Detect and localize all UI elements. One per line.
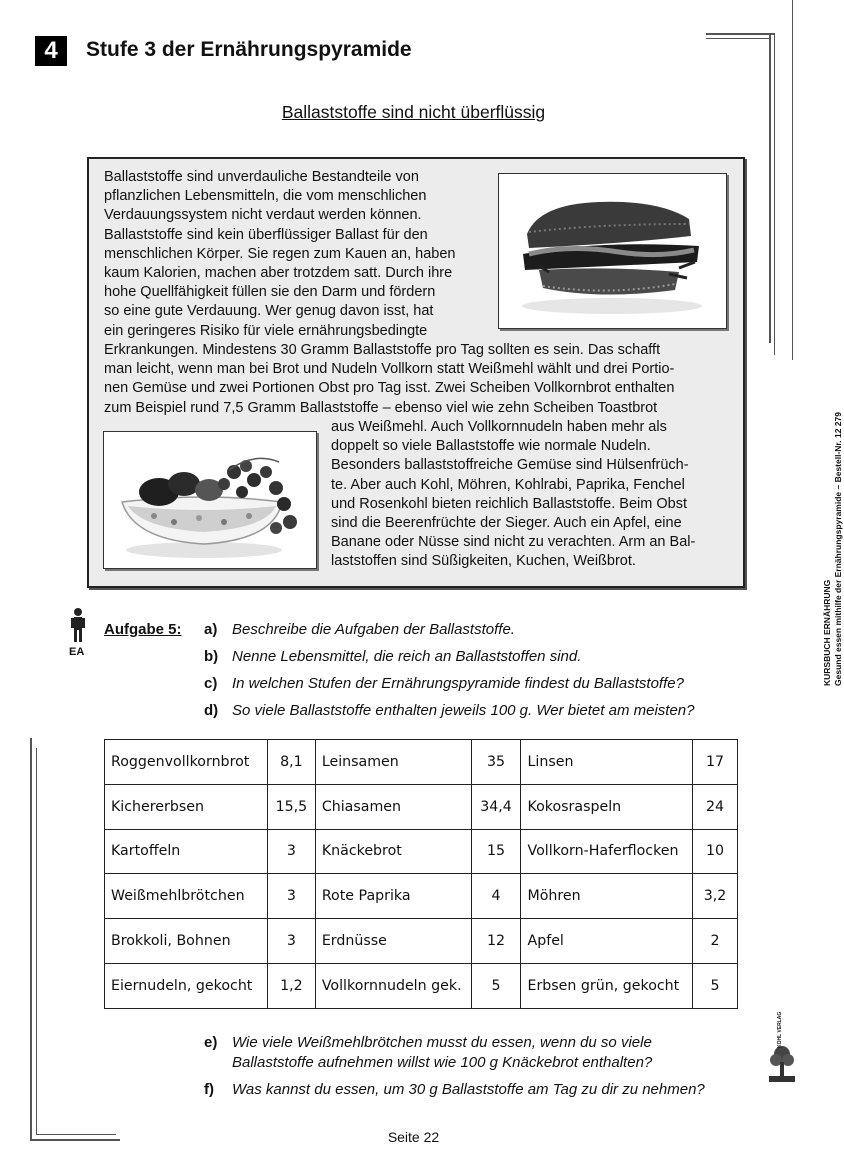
value-cell: 2: [693, 919, 738, 964]
muesli-illustration: [104, 432, 316, 568]
value-cell: 12: [471, 919, 521, 964]
food-cell: Linsen: [521, 740, 693, 785]
task-text: In welchen Stufen der Ernährungspyramide findest du Ballaststoffe?: [232, 675, 684, 692]
food-cell: Kokosraspeln: [521, 784, 693, 829]
food-cell: Chiasamen: [315, 784, 471, 829]
publisher-name: KOHL VERLAG: [777, 1011, 783, 1048]
frame-line-left-vertical: [30, 738, 32, 1140]
frame-line-top-right: [706, 33, 774, 35]
student-icon: [69, 607, 87, 650]
task-text: Was kannst du essen, um 30 g Ballaststoffe am Tag zu dir zu nehmen?: [232, 1081, 705, 1098]
tree-logo-icon: [767, 1042, 797, 1094]
table-row: [105, 919, 738, 964]
value-cell: 15,5: [267, 784, 315, 829]
task-letter: b): [204, 648, 219, 665]
food-cell: Weißmehlbrötchen: [105, 874, 268, 919]
section-title: Ballaststoffe sind nicht überflüssig: [281, 102, 546, 122]
text-line: ein geringeres Risiko für viele ernährungsbedingte: [104, 322, 428, 339]
text-line: zum Beispiel rund 7,5 Gramm Ballaststoffe – ebenso viel wie zehn Scheiben Toastbrot: [104, 399, 658, 416]
side-subtitle: Gesund essen mithilfe der Ernährungspyramide – Bestell-Nr. 12 279: [833, 412, 843, 686]
value-cell: 34,4: [471, 784, 521, 829]
food-cell: Roggenvollkornbrot: [105, 740, 268, 785]
text-line: man leicht, wenn man bei Brot und Nudeln Vollkorn statt Weißmehl wählt und drei Portio-: [104, 361, 675, 378]
info-paragraph-middle: [104, 341, 729, 418]
muesli-berries-photo: [103, 431, 317, 569]
task-text: Ballaststoffe aufnehmen willst wie 100 g Knäckebrot enthalten?: [232, 1054, 653, 1071]
task-letter: a): [204, 621, 218, 638]
text-line: Ballaststoffe sind unverdauliche Bestandteile von: [104, 169, 419, 185]
text-line: doppelt so viele Ballaststoffe wie normale Nudeln.: [331, 438, 651, 455]
text-line: Verdauungssystem nicht verdaut werden können.: [104, 207, 422, 224]
text-line: Ballaststoffe sind kein überflüssiger Ballast für den: [104, 226, 428, 243]
food-cell: Knäckebrot: [315, 829, 471, 874]
frame-line-right-vertical-2: [774, 33, 775, 355]
value-cell: 3,2: [693, 874, 738, 919]
chapter-number: 4: [35, 36, 67, 66]
value-cell: 4: [471, 874, 521, 919]
task-text: So viele Ballaststoffe enthalten jeweils 100 g. Wer bietet am meisten?: [232, 702, 695, 719]
text-line: pflanzlichen Lebensmitteln, die vom menschlichen: [104, 188, 427, 205]
food-cell: Erdnüsse: [315, 919, 471, 964]
task-label: Aufgabe 5:: [104, 621, 182, 638]
table-row: [105, 829, 738, 874]
food-cell: Leinsamen: [315, 740, 471, 785]
task-letter: d): [204, 702, 219, 719]
info-paragraph-top: [104, 168, 483, 341]
food-cell: Kichererbsen: [105, 784, 268, 829]
text-line: Banane oder Nüsse sind nicht zu verachten. Arm an Bal-: [331, 534, 696, 551]
task-text: Beschreibe die Aufgaben der Ballaststoffe.: [232, 621, 515, 638]
text-line: und Rosenkohl bieten reichlich Ballaststoffe. Beim Obst: [331, 495, 687, 512]
text-line: hohe Quellfähigkeit füllen sie den Darm und fördern: [104, 284, 436, 301]
text-line: sind die Beerenfrüchte der Sieger. Auch ein Apfel, eine: [331, 515, 682, 532]
value-cell: 3: [267, 919, 315, 964]
text-line: te. Aber auch Kohl, Möhren, Kohlrabi, Paprika, Fenchel: [331, 476, 685, 493]
food-cell: Erbsen grün, gekocht: [521, 963, 693, 1008]
task-letter: e): [204, 1034, 218, 1051]
value-cell: 17: [693, 740, 738, 785]
food-cell: Brokkoli, Bohnen: [105, 919, 268, 964]
side-publication-info: [822, 412, 844, 686]
text-line: so eine gute Verdauung. Wer genug davon isst, hat: [104, 303, 434, 320]
value-cell: 5: [471, 963, 521, 1008]
task-letter: f): [204, 1081, 214, 1098]
chapter-title: Stufe 3 der Ernährungspyramide: [86, 38, 412, 61]
frame-line-right-vertical: [769, 33, 771, 343]
sandwich-photo: [498, 173, 727, 329]
page-number: Seite 22: [387, 1129, 440, 1145]
value-cell: 24: [693, 784, 738, 829]
food-cell: Rote Paprika: [315, 874, 471, 919]
text-line: nen Gemüse und zwei Portionen Obst pro Tag isst. Zwei Scheiben Vollkornbrot enthalten: [104, 380, 675, 397]
value-cell: 3: [267, 874, 315, 919]
sandwich-illustration: [499, 174, 726, 328]
frame-line-left-vertical-2: [36, 748, 37, 1134]
food-cell: Möhren: [521, 874, 693, 919]
food-cell: Eiernudeln, gekocht: [105, 963, 268, 1008]
text-line: Erkrankungen. Mindestens 30 Gramm Ballaststoffe pro Tag sollten es sein. Das schafft: [104, 342, 661, 358]
table-row: [105, 963, 738, 1008]
person-icon: [69, 607, 87, 645]
info-paragraph-bottom: [331, 418, 729, 572]
value-cell: 10: [693, 829, 738, 874]
publisher-logo: [767, 1011, 797, 1099]
value-cell: 35: [471, 740, 521, 785]
frame-line-top-right-2: [706, 38, 770, 39]
value-cell: 8,1: [267, 740, 315, 785]
table-row: [105, 874, 738, 919]
food-cell: Kartoffeln: [105, 829, 268, 874]
food-cell: Apfel: [521, 919, 693, 964]
task-text: Nenne Lebensmittel, die reich an Ballaststoffen sind.: [232, 648, 582, 665]
fiber-content-table: [104, 739, 738, 1009]
task-text: Wie viele Weißmehlbrötchen musst du essen, wenn du so viele: [232, 1034, 652, 1051]
value-cell: 5: [693, 963, 738, 1008]
value-cell: 15: [471, 829, 521, 874]
frame-line-right-short: [792, 0, 793, 360]
text-line: laststoffen sind Süßigkeiten, Kuchen, Weißbrot.: [331, 553, 636, 570]
text-line: Besonders ballaststoffreiche Gemüse sind Hülsenfrüch-: [331, 457, 689, 474]
text-line: aus Weißmehl. Auch Vollkornnudeln haben mehr als: [331, 419, 667, 435]
table-row: [105, 784, 738, 829]
value-cell: 1,2: [267, 963, 315, 1008]
work-form-label: EA: [69, 646, 85, 658]
text-line: menschlichen Körper. Sie regen zum Kauen an, haben: [104, 245, 456, 262]
value-cell: 3: [267, 829, 315, 874]
text-line: kaum Kalorien, machen aber trotzdem satt. Durch ihre: [104, 265, 453, 282]
side-title: KURSBUCH ERNÄHRUNG: [822, 579, 832, 686]
food-cell: Vollkornnudeln gek.: [315, 963, 471, 1008]
table-row: [105, 740, 738, 785]
task-letter: c): [204, 675, 218, 692]
food-cell: Vollkorn-Haferflocken: [521, 829, 693, 874]
